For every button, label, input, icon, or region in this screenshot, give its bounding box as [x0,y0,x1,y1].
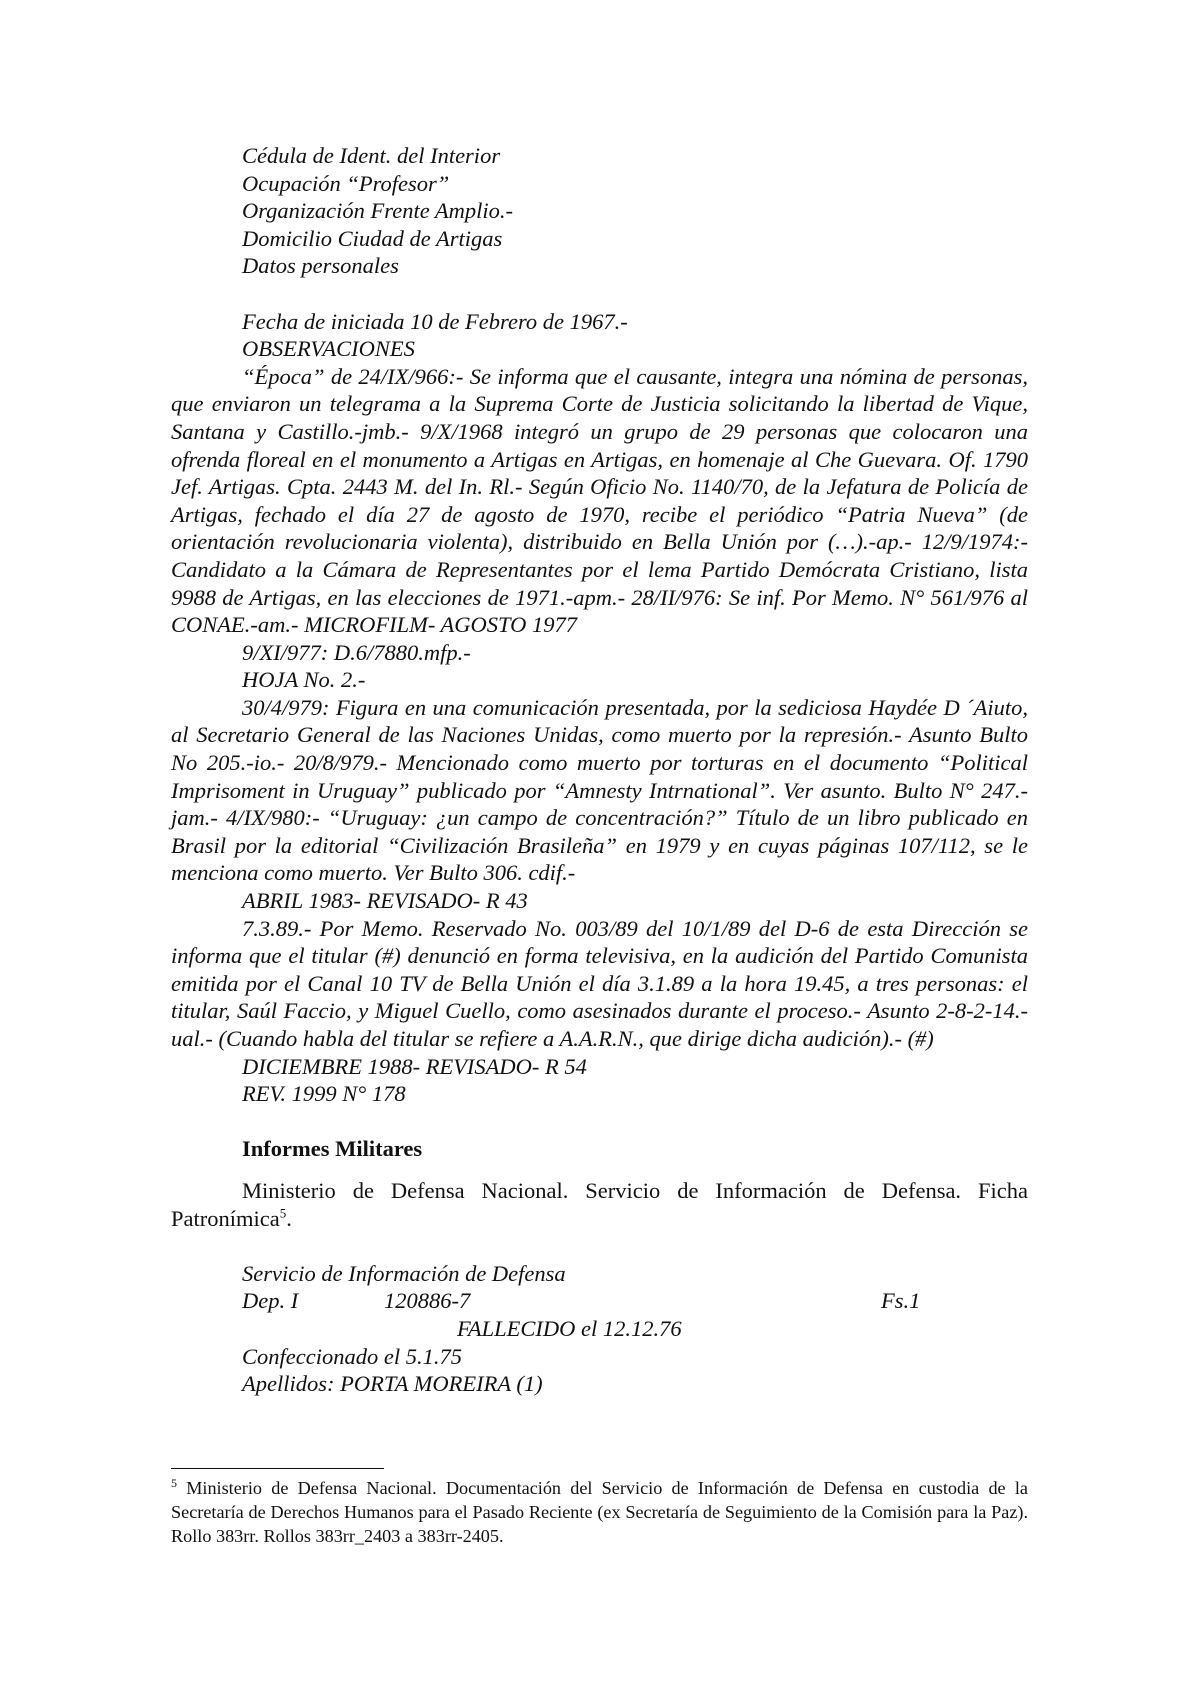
fecha-iniciada-line: Fecha de iniciada 10 de Febrero de 1967.- [242,308,628,334]
rev-1999-line: REV. 1999 N° 178 [242,1081,406,1107]
observaciones-paragraph-3 [171,915,1028,1053]
hoja-line: HOJA No. 2.- [242,667,366,693]
dep-label: Dep. I [242,1288,299,1314]
sid-title-line: Servicio de Información de Defensa [242,1260,566,1286]
ficha-block [171,1260,1028,1398]
footnote-reference[interactable]: 5 [279,1205,287,1221]
spacer [171,1232,1028,1260]
observaciones-paragraph-2-text: 30/4/979: Figura en una comunicación presentada, por la sediciosa Haydée D ´Aiuto, al Secretario General de las Naciones Unidas, como muerto por la represión.- Asunto Bulto No 205.-io.- 20/8/979.- Mencionado como muerto por torturas en el documento “Political Imprisoment in Uruguay” publicado por “Amnesty Intrnational”. Ver asunto. Bulto N° 247.-jam.- 4/IX/980:- “Uruguay: ¿un campo de concentración?” Título de un libro publicado en Brasil por la editorial “Civilización Brasileña” en 1979 y en cuyas páginas 107/112, se le menciona como muerto. Ver Bulto 306. cdif.- [171,694,1028,886]
fs-label: Fs.1 [881,1288,921,1314]
dep-number: 120886-7 [384,1288,471,1314]
cedula-line: Cédula de Ident. del Interior [242,143,501,168]
personal-data-block [171,142,1028,280]
ministerio-paragraph-text: Ministerio de Defensa Nacional. Servicio de Información de Defensa. Ficha Patronímica [171,1177,1028,1231]
observaciones-block [171,308,1028,1108]
document-body [171,142,1028,1398]
footnote-divider [171,1468,384,1469]
observaciones-paragraph-1 [171,363,1028,639]
datos-personales-line: Datos personales [242,253,399,279]
footnote [171,1477,1028,1548]
domicilio-line: Domicilio Ciudad de Artigas [242,225,503,251]
section-heading: Informes Militares [242,1136,423,1162]
observaciones-paragraph-3-text: 7.3.89.- Por Memo. Reservado No. 003/89 del 10/1/89 del D-6 de esta Dirección se informa que el titular (#) denunció en forma televisiva, en la audición del Partido Comunista emitida por el Canal 10 TV de Bella Unión el día 3.1.89 a la hora 19.45, a tres personas: el titular, Saúl Faccio, y Miguel Cuello, como asesinados durante el proceso.- Asunto 2-8-2-14.-ual.- (Cuando habla del titular se refiere a A.A.R.N., que dirige dicha audición).- (#) [171,915,1028,1051]
observaciones-label: OBSERVACIONES [242,336,415,362]
confeccionado-line: Confeccionado el 5.1.75 [242,1343,462,1369]
spacer [171,280,1028,308]
organizacion-line: Organización Frente Amplio.- [242,198,514,224]
ocupacion-line: Ocupación “Profesor” [242,170,450,196]
ministerio-paragraph-end: . [286,1205,292,1231]
revisado-1988-line: DICIEMBRE 1988- REVISADO- R 54 [242,1053,587,1079]
fallecido-line: FALLECIDO el 12.12.76 [457,1315,682,1341]
apellidos-line: Apellidos: PORTA MOREIRA (1) [242,1371,543,1397]
footnote-text: Ministerio de Defensa Nacional. Documentación del Servicio de Información de Defensa en custodia de la Secretaría de Derechos Humanos para el Pasado Reciente (ex Secretaría de Seguimiento de la Comisión para la Paz). Rollo 383rr. Rollos 383rr_2403 a 383rr-2405. [171,1478,1028,1546]
observaciones-paragraph-1-text: “Época” de 24/IX/966:- Se informa que el causante, integra una nómina de personas, que enviaron un telegrama a la Suprema Corte de Justicia solicitando la libertad de Vique, Santana y Castillo.-jmb.- 9/X/1968 integró un grupo de 29 personas que colocaron una ofrenda floreal en el monumento a Artigas en Artigas, en homenaje al Che Guevara. Of. 1790 Jef. Artigas. Cpta. 2443 M. del In. Rl.- Según Oficio No. 1140/70, de la Jefatura de Policía de Artigas, fechado el día 27 de agosto de 1970, recibe el periódico “Patria Nueva” (de orientación revolucionaria violenta), distribuido en Bella Unión por (…).-ap.- 12/9/1974:- Candidato a la Cámara de Representantes por el lema Partido Demócrata Cristiano, lista 9988 de Artigas, en las elecciones de 1971.-apm.- 28/II/976: Se inf. Por Memo. N° 561/976 al CONAE.-am.- MICROFILM- AGOSTO 1977 [171,363,1028,638]
revisado-1983-line: ABRIL 1983- REVISADO- R 43 [242,888,528,914]
spacer [171,1163,1028,1177]
footnote-number: 5 [171,1475,177,1490]
microfilm-ref-line: 9/XI/977: D.6/7880.mfp.- [242,639,471,665]
dep-row [171,1287,1028,1315]
ministerio-paragraph [171,1177,1028,1232]
observaciones-paragraph-2 [171,694,1028,887]
spacer [171,1108,1028,1136]
